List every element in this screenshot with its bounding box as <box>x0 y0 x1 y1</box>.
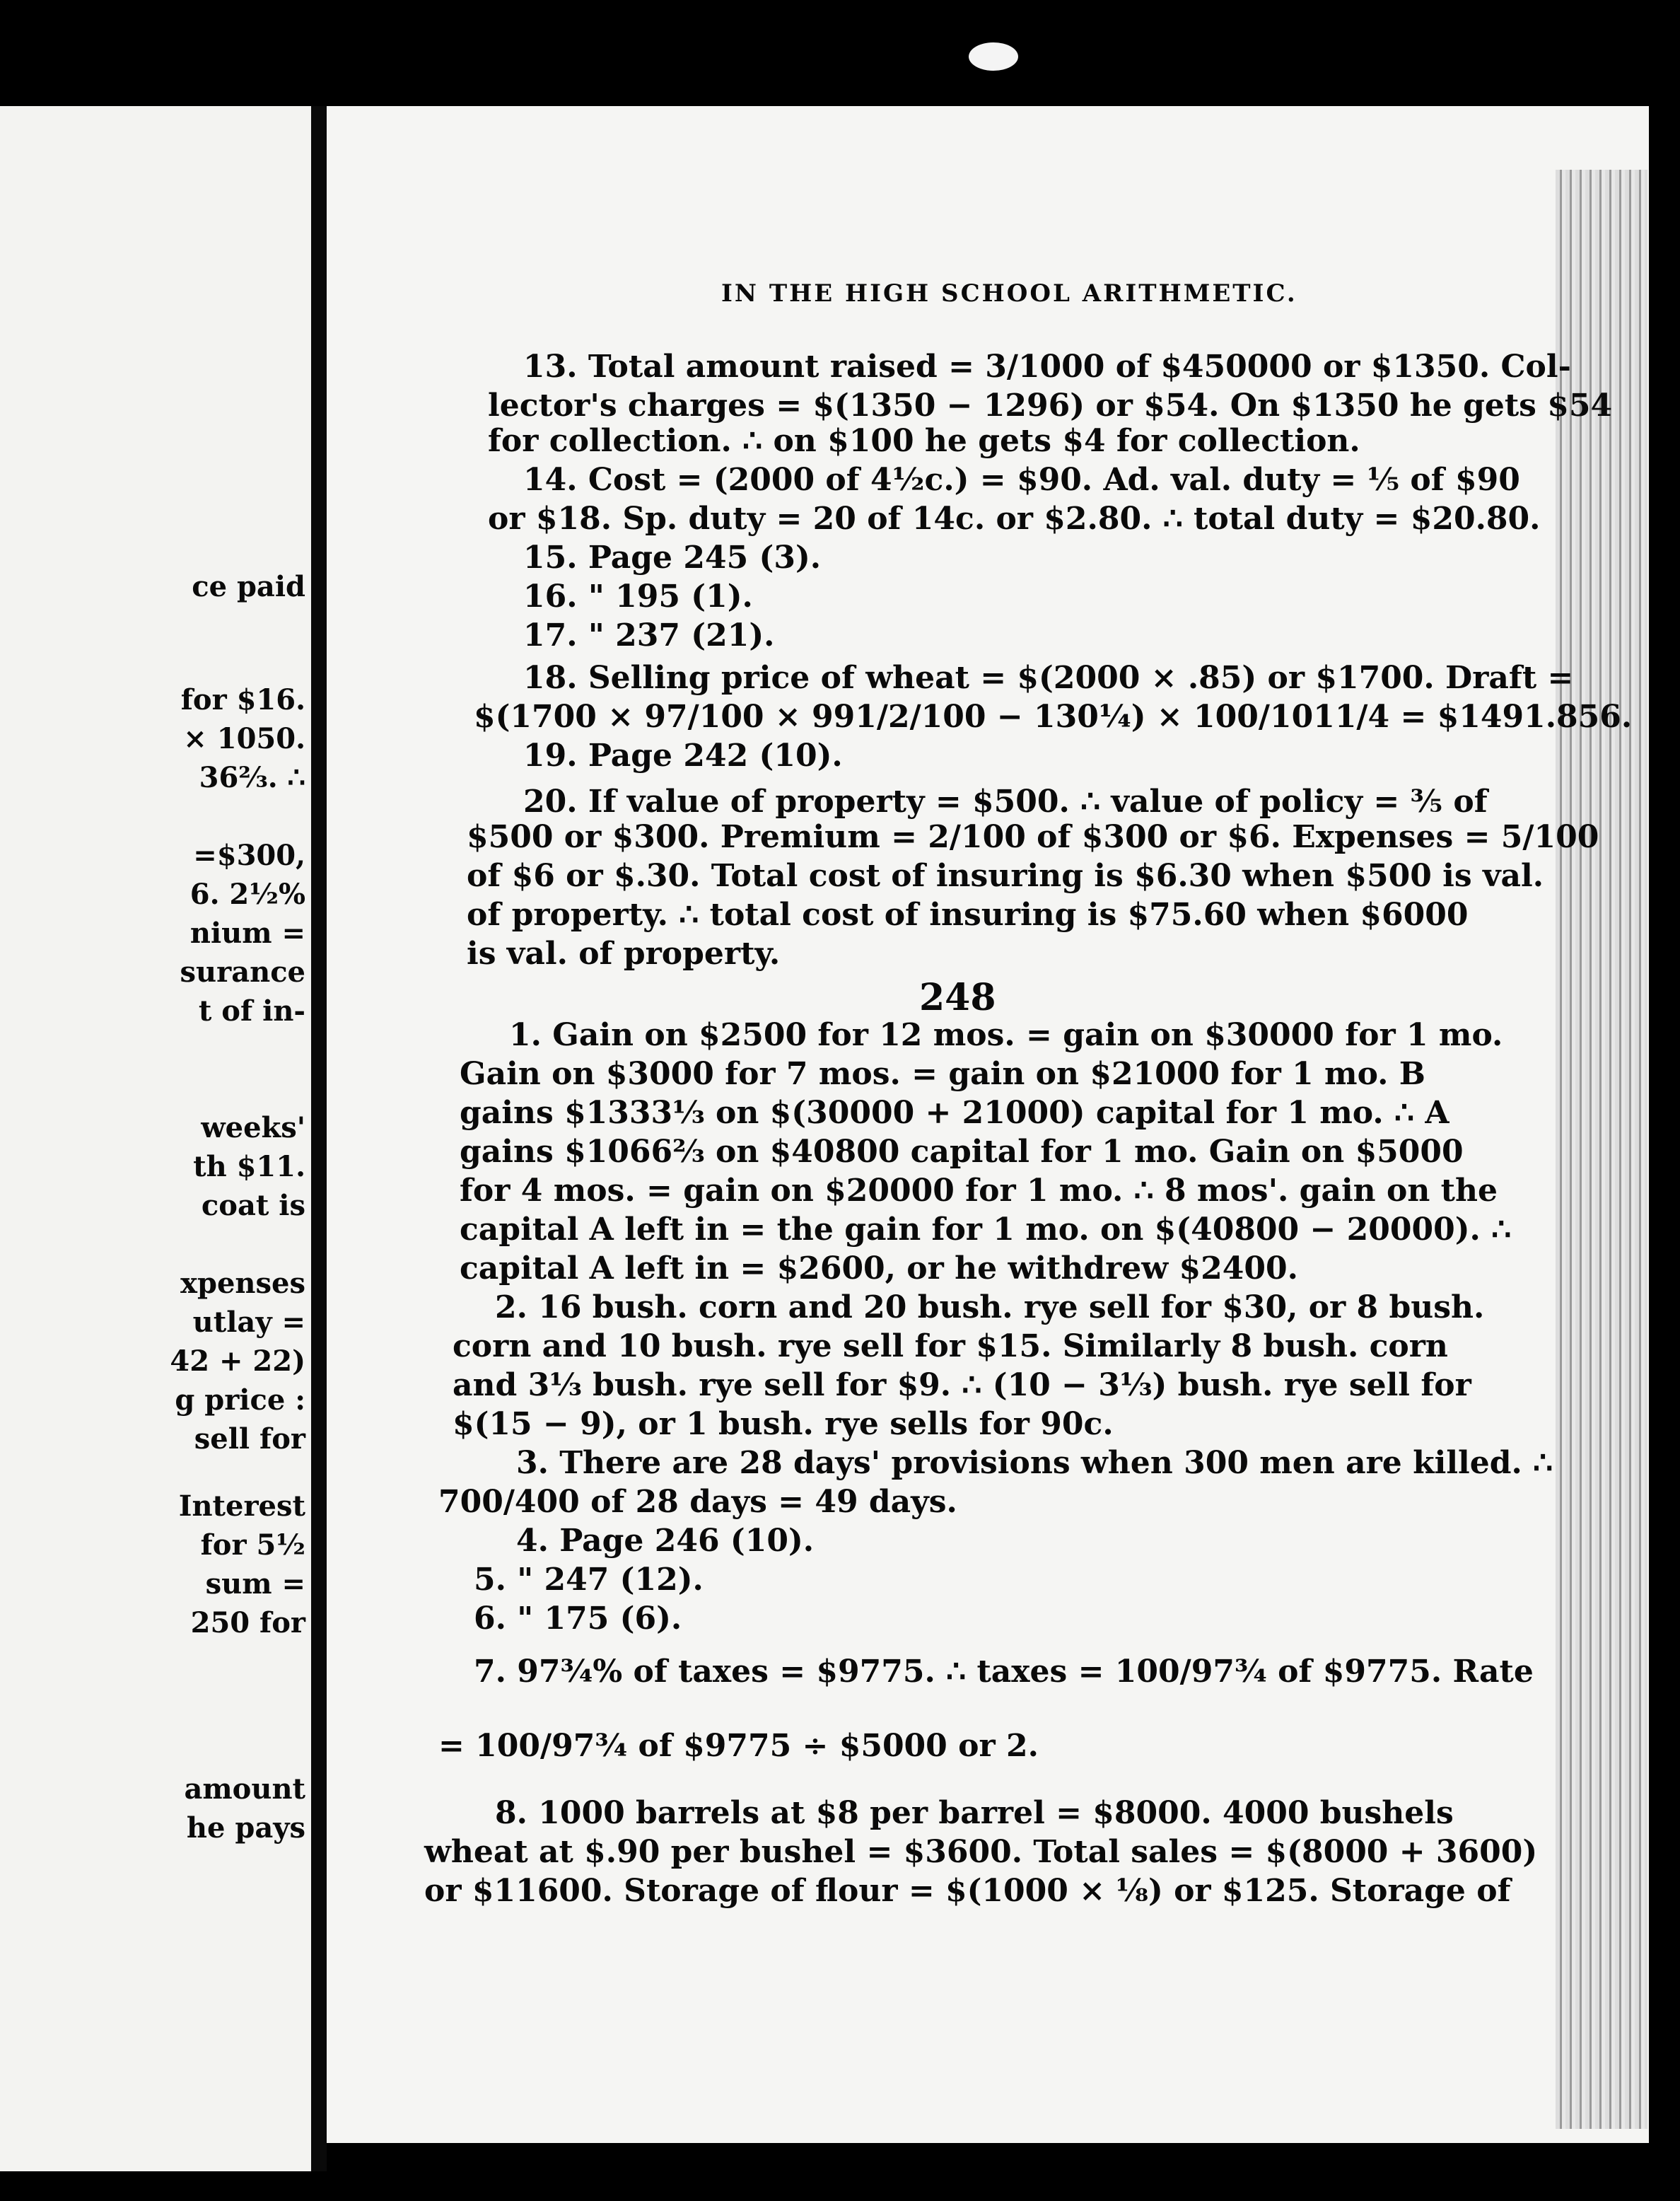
left-fragment: × 1050. <box>183 722 305 755</box>
text-line: 6. " 175 (6). <box>474 1601 682 1637</box>
left-fragment: weeks' <box>201 1111 305 1144</box>
left-fragment: sum = <box>205 1567 305 1601</box>
text-line: $(1700 × 97/100 × 991/2/100 − 130¼) × 100/1011/4 = $1491.856. <box>474 699 1633 735</box>
left-fragment: nium = <box>189 917 305 950</box>
text-line: for 4 mos. = gain on $20000 for 1 mo. ∴ 8 mos'. gain on the <box>460 1173 1498 1209</box>
text-line: Gain on $3000 for 7 mos. = gain on $21000 for 1 mo. B <box>460 1056 1425 1092</box>
text-line: 18. Selling price of wheat = $(2000 × .85) or $1700. Draft = <box>523 660 1574 696</box>
left-fragment: =$300, <box>193 839 305 872</box>
text-line: or $11600. Storage of flour = $(1000 × ⅛) or $125. Storage of <box>424 1873 1511 1909</box>
left-fragment: coat is <box>201 1189 305 1222</box>
text-line: is val. of property. <box>467 936 781 972</box>
text-line: 13. Total amount raised = 3/1000 of $450000 or $1350. Col- <box>523 349 1571 385</box>
text-line: gains $1333⅓ on $(30000 + 21000) capital for 1 mo. ∴ A <box>460 1095 1449 1131</box>
text-line: = 100/97¾ of $9775 ÷ $5000 or 2. <box>438 1728 1039 1764</box>
text-line: 15. Page 245 (3). <box>523 540 822 576</box>
left-fragment: surance <box>180 956 305 989</box>
left-fragment: t of in- <box>198 994 305 1028</box>
book-gutter <box>311 106 327 2171</box>
left-fragment: ce paid <box>192 570 305 603</box>
text-line: $(15 − 9), or 1 bush. rye sells for 90c. <box>453 1406 1114 1442</box>
left-fragment: Interest <box>178 1489 305 1523</box>
text-line: of $6 or $.30. Total cost of insuring is $6.30 when $500 is val. <box>467 858 1544 894</box>
text-line: $500 or $300. Premium = 2/100 of $300 or $6. Expenses = 5/100 <box>467 819 1599 855</box>
text-line: for collection. ∴ on $100 he gets $4 for collection. <box>488 423 1360 459</box>
text-line: of property. ∴ total cost of insuring is $75.60 when $6000 <box>467 897 1469 933</box>
page-blot <box>969 42 1018 71</box>
text-line: corn and 10 bush. rye sell for $15. Similarly 8 bush. corn <box>453 1328 1448 1364</box>
left-fragment: 42 + 22) <box>170 1345 305 1378</box>
left-fragment: for 5½ <box>200 1528 305 1562</box>
left-fragment: g price : <box>175 1383 305 1417</box>
text-line: 14. Cost = (2000 of 4½c.) = $90. Ad. val. duty = ⅕ of $90 <box>523 462 1520 498</box>
text-line: and 3⅓ bush. rye sell for $9. ∴ (10 − 3⅓) bush. rye sell for <box>453 1367 1471 1403</box>
text-line: 4. Page 246 (10). <box>516 1523 815 1559</box>
text-line: 5. " 247 (12). <box>474 1562 704 1598</box>
left-fragment: 250 for <box>190 1606 305 1639</box>
text-line: 7. 97¾% of taxes = $9775. ∴ taxes = 100/97¾ of $9775. Rate <box>474 1654 1534 1690</box>
text-line: 16. " 195 (1). <box>523 579 753 615</box>
text-line: 2. 16 bush. corn and 20 bush. rye sell for $30, or 8 bush. <box>495 1289 1485 1325</box>
text-line: 1. Gain on $2500 for 12 mos. = gain on $30000 for 1 mo. <box>509 1017 1503 1053</box>
left-fragment: amount <box>184 1772 305 1806</box>
text-line: gains $1066⅔ on $40800 capital for 1 mo. Gain on $5000 <box>460 1134 1464 1170</box>
text-line: capital A left in = the gain for 1 mo. on $(40800 − 20000). ∴ <box>460 1212 1512 1248</box>
left-fragment: xpenses <box>180 1267 305 1300</box>
text-line: wheat at $.90 per bushel = $3600. Total sales = $(8000 + 3600) <box>424 1834 1538 1870</box>
left-fragment: 36⅔. ∴ <box>199 761 305 794</box>
page-edges <box>1556 170 1647 2129</box>
left-fragment: th $11. <box>193 1150 305 1183</box>
left-fragment: utlay = <box>192 1306 305 1339</box>
left-fragment: for $16. <box>180 683 305 716</box>
text-line: 17. " 237 (21). <box>523 617 775 654</box>
text-line: or $18. Sp. duty = 20 of 14c. or $2.80. ∴ total duty = $20.80. <box>488 501 1541 537</box>
section-number: 248 <box>919 976 996 1019</box>
left-page <box>0 106 311 2171</box>
left-fragment: he pays <box>186 1811 305 1845</box>
text-line: 19. Page 242 (10). <box>523 738 843 774</box>
text-line: 20. If value of property = $500. ∴ value of policy = ⅗ of <box>523 784 1488 820</box>
text-line: capital A left in = $2600, or he withdrew $2400. <box>460 1250 1298 1287</box>
text-line: 3. There are 28 days' provisions when 300 men are killed. ∴ <box>516 1445 1553 1481</box>
text-line: 700/400 of 28 days = 49 days. <box>438 1484 957 1520</box>
text-line: lector's charges = $(1350 − 1296) or $54. On $1350 he gets $54 <box>488 388 1613 424</box>
page-header: IN THE HIGH SCHOOL ARITHMETIC. <box>721 279 1297 308</box>
left-fragment: sell for <box>194 1422 305 1456</box>
left-fragment: 6. 2½% <box>189 878 305 911</box>
text-line: 8. 1000 barrels at $8 per barrel = $8000. 4000 bushels <box>495 1795 1454 1831</box>
